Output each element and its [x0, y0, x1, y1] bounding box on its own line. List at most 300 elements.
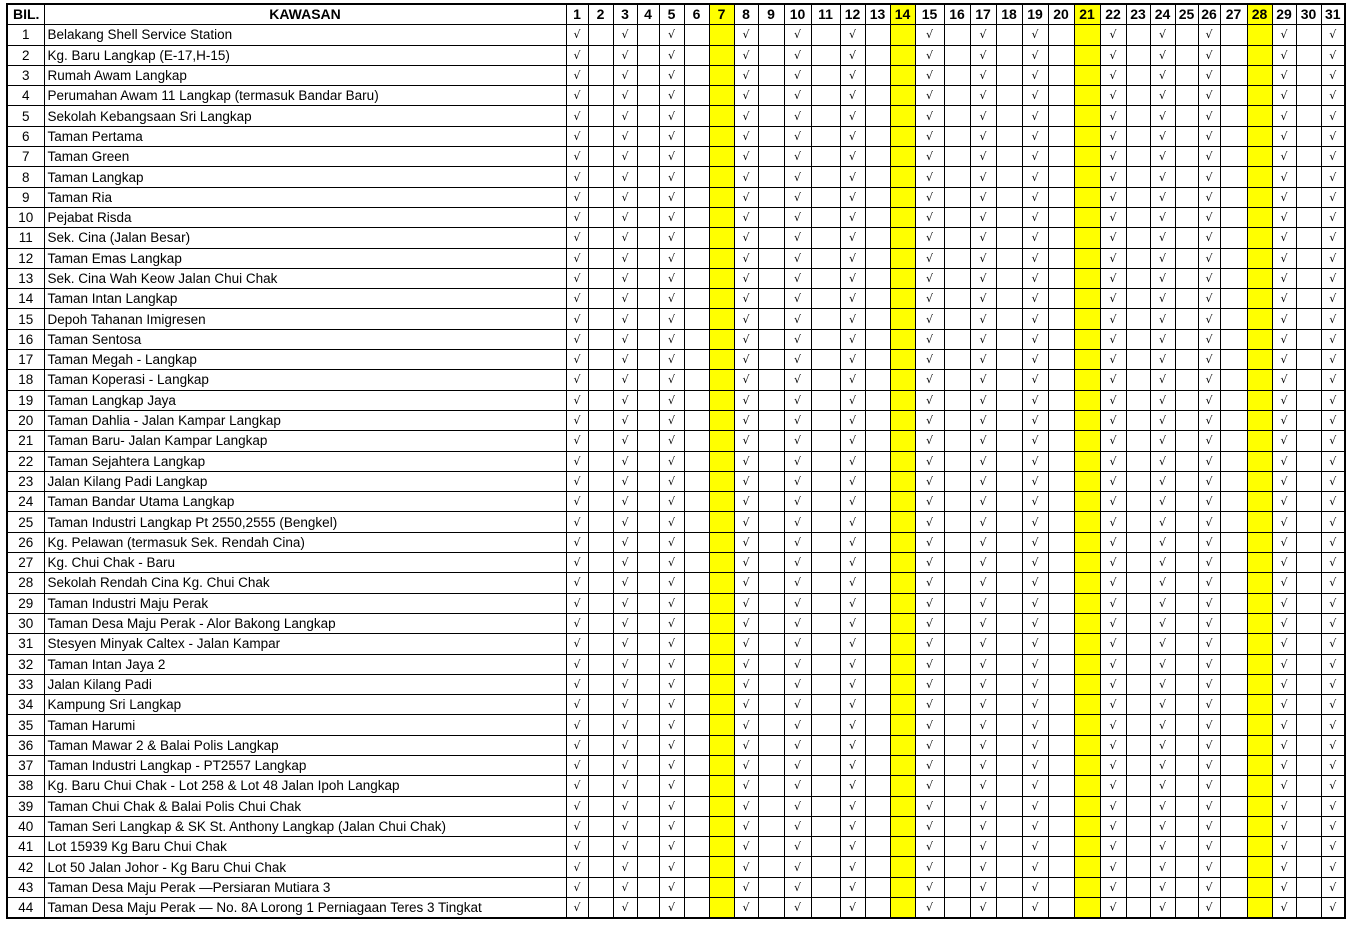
check-mark-day-22: √ [1100, 268, 1126, 288]
empty-cell-day-4 [637, 573, 659, 593]
empty-cell-day-14 [890, 309, 915, 329]
check-mark-day-15: √ [915, 309, 944, 329]
check-mark-day-5: √ [659, 410, 684, 430]
check-mark-day-26: √ [1198, 573, 1220, 593]
empty-cell-day-6 [684, 573, 709, 593]
empty-cell-day-23 [1126, 634, 1150, 654]
empty-cell-day-27 [1220, 45, 1247, 65]
check-mark-day-3: √ [613, 553, 637, 573]
table-row [7, 410, 1345, 430]
check-mark-day-10: √ [784, 512, 811, 532]
empty-cell-day-25 [1175, 25, 1198, 45]
check-mark-day-12: √ [840, 45, 865, 65]
empty-cell-day-30 [1296, 755, 1321, 775]
check-mark-day-1: √ [566, 451, 588, 471]
check-mark-day-3: √ [613, 289, 637, 309]
check-mark-day-22: √ [1100, 248, 1126, 268]
empty-cell-day-7 [709, 877, 734, 897]
empty-cell-day-11 [811, 674, 840, 694]
empty-cell-day-9 [758, 370, 784, 390]
empty-cell-day-11 [811, 390, 840, 410]
empty-cell-day-11 [811, 350, 840, 370]
area-name: Taman Desa Maju Perak — No. 8A Lorong 1 Perniagaan Teres 3 Tingkat [44, 898, 566, 919]
empty-cell-day-6 [684, 370, 709, 390]
empty-cell-day-4 [637, 898, 659, 919]
check-mark-day-8: √ [734, 735, 758, 755]
empty-cell-day-21 [1074, 25, 1100, 45]
check-mark-day-10: √ [784, 451, 811, 471]
empty-cell-day-18 [996, 837, 1022, 857]
empty-cell-day-7 [709, 228, 734, 248]
check-mark-day-8: √ [734, 593, 758, 613]
empty-cell-day-11 [811, 613, 840, 633]
empty-cell-day-11 [811, 776, 840, 796]
check-mark-day-24: √ [1150, 86, 1175, 106]
check-mark-day-19: √ [1022, 796, 1048, 816]
check-mark-day-19: √ [1022, 674, 1048, 694]
check-mark-day-26: √ [1198, 187, 1220, 207]
check-mark-day-24: √ [1150, 654, 1175, 674]
check-mark-day-31: √ [1321, 410, 1345, 430]
check-mark-day-5: √ [659, 431, 684, 451]
area-name: Taman Sejahtera Langkap [44, 451, 566, 471]
empty-cell-day-13 [865, 350, 890, 370]
area-name: Taman Langkap Jaya [44, 390, 566, 410]
empty-cell-day-6 [684, 735, 709, 755]
check-mark-day-8: √ [734, 25, 758, 45]
check-mark-day-19: √ [1022, 248, 1048, 268]
header-kawasan: KAWASAN [44, 4, 566, 25]
empty-cell-day-14 [890, 451, 915, 471]
empty-cell-day-23 [1126, 228, 1150, 248]
area-name: Kampung Sri Langkap [44, 695, 566, 715]
check-mark-day-17: √ [970, 370, 996, 390]
area-name: Taman Emas Langkap [44, 248, 566, 268]
empty-cell-day-21 [1074, 776, 1100, 796]
check-mark-day-22: √ [1100, 857, 1126, 877]
empty-cell-day-16 [944, 350, 970, 370]
empty-cell-day-2 [588, 796, 613, 816]
empty-cell-day-23 [1126, 613, 1150, 633]
empty-cell-day-2 [588, 613, 613, 633]
check-mark-day-29: √ [1272, 289, 1296, 309]
check-mark-day-24: √ [1150, 695, 1175, 715]
check-mark-day-10: √ [784, 390, 811, 410]
empty-cell-day-27 [1220, 350, 1247, 370]
empty-cell-day-27 [1220, 898, 1247, 919]
check-mark-day-29: √ [1272, 268, 1296, 288]
check-mark-day-24: √ [1150, 248, 1175, 268]
empty-cell-day-25 [1175, 755, 1198, 775]
check-mark-day-1: √ [566, 126, 588, 146]
empty-cell-day-27 [1220, 86, 1247, 106]
empty-cell-day-14 [890, 370, 915, 390]
row-number: 36 [7, 735, 44, 755]
empty-cell-day-28 [1247, 755, 1272, 775]
area-name: Taman Mawar 2 & Balai Polis Langkap [44, 735, 566, 755]
empty-cell-day-7 [709, 796, 734, 816]
check-mark-day-3: √ [613, 735, 637, 755]
check-mark-day-19: √ [1022, 451, 1048, 471]
empty-cell-day-30 [1296, 695, 1321, 715]
empty-cell-day-7 [709, 816, 734, 836]
empty-cell-day-28 [1247, 471, 1272, 491]
empty-cell-day-20 [1048, 350, 1074, 370]
empty-cell-day-28 [1247, 877, 1272, 897]
check-mark-day-26: √ [1198, 715, 1220, 735]
check-mark-day-19: √ [1022, 532, 1048, 552]
empty-cell-day-21 [1074, 877, 1100, 897]
check-mark-day-31: √ [1321, 65, 1345, 85]
check-mark-day-19: √ [1022, 147, 1048, 167]
check-mark-day-31: √ [1321, 898, 1345, 919]
empty-cell-day-11 [811, 45, 840, 65]
header-day-14: 14 [890, 4, 915, 25]
empty-cell-day-2 [588, 370, 613, 390]
empty-cell-day-9 [758, 898, 784, 919]
check-mark-day-31: √ [1321, 755, 1345, 775]
check-mark-day-1: √ [566, 898, 588, 919]
empty-cell-day-9 [758, 167, 784, 187]
check-mark-day-19: √ [1022, 512, 1048, 532]
empty-cell-day-20 [1048, 573, 1074, 593]
row-number: 10 [7, 207, 44, 227]
empty-cell-day-21 [1074, 755, 1100, 775]
empty-cell-day-16 [944, 451, 970, 471]
check-mark-day-5: √ [659, 390, 684, 410]
empty-cell-day-9 [758, 674, 784, 694]
empty-cell-day-2 [588, 45, 613, 65]
empty-cell-day-25 [1175, 207, 1198, 227]
empty-cell-day-20 [1048, 532, 1074, 552]
check-mark-day-22: √ [1100, 816, 1126, 836]
check-mark-day-15: √ [915, 573, 944, 593]
check-mark-day-10: √ [784, 126, 811, 146]
header-day-21: 21 [1074, 4, 1100, 25]
check-mark-day-8: √ [734, 715, 758, 735]
check-mark-day-19: √ [1022, 837, 1048, 857]
check-mark-day-8: √ [734, 289, 758, 309]
empty-cell-day-27 [1220, 593, 1247, 613]
check-mark-day-26: √ [1198, 309, 1220, 329]
empty-cell-day-7 [709, 167, 734, 187]
empty-cell-day-30 [1296, 553, 1321, 573]
check-mark-day-12: √ [840, 695, 865, 715]
empty-cell-day-9 [758, 532, 784, 552]
header-day-18: 18 [996, 4, 1022, 25]
empty-cell-day-21 [1074, 674, 1100, 694]
check-mark-day-26: √ [1198, 147, 1220, 167]
check-mark-day-17: √ [970, 309, 996, 329]
check-mark-day-26: √ [1198, 329, 1220, 349]
check-mark-day-26: √ [1198, 106, 1220, 126]
empty-cell-day-30 [1296, 613, 1321, 633]
empty-cell-day-20 [1048, 877, 1074, 897]
check-mark-day-15: √ [915, 86, 944, 106]
empty-cell-day-27 [1220, 126, 1247, 146]
area-name: Taman Langkap [44, 167, 566, 187]
check-mark-day-5: √ [659, 65, 684, 85]
check-mark-day-8: √ [734, 532, 758, 552]
empty-cell-day-13 [865, 309, 890, 329]
check-mark-day-8: √ [734, 837, 758, 857]
check-mark-day-22: √ [1100, 877, 1126, 897]
empty-cell-day-18 [996, 898, 1022, 919]
check-mark-day-1: √ [566, 755, 588, 775]
empty-cell-day-2 [588, 816, 613, 836]
check-mark-day-8: √ [734, 553, 758, 573]
empty-cell-day-27 [1220, 634, 1247, 654]
table-row [7, 45, 1345, 65]
empty-cell-day-2 [588, 593, 613, 613]
check-mark-day-10: √ [784, 837, 811, 857]
check-mark-day-12: √ [840, 512, 865, 532]
row-number: 34 [7, 695, 44, 715]
check-mark-day-29: √ [1272, 553, 1296, 573]
check-mark-day-15: √ [915, 877, 944, 897]
check-mark-day-24: √ [1150, 126, 1175, 146]
empty-cell-day-25 [1175, 248, 1198, 268]
table-row [7, 634, 1345, 654]
check-mark-day-17: √ [970, 512, 996, 532]
empty-cell-day-21 [1074, 350, 1100, 370]
check-mark-day-29: √ [1272, 654, 1296, 674]
empty-cell-day-13 [865, 593, 890, 613]
check-mark-day-15: √ [915, 289, 944, 309]
check-mark-day-17: √ [970, 837, 996, 857]
empty-cell-day-14 [890, 126, 915, 146]
empty-cell-day-14 [890, 837, 915, 857]
empty-cell-day-7 [709, 776, 734, 796]
row-number: 8 [7, 167, 44, 187]
empty-cell-day-9 [758, 735, 784, 755]
empty-cell-day-9 [758, 512, 784, 532]
check-mark-day-10: √ [784, 573, 811, 593]
empty-cell-day-11 [811, 147, 840, 167]
check-mark-day-26: √ [1198, 837, 1220, 857]
check-mark-day-3: √ [613, 573, 637, 593]
empty-cell-day-27 [1220, 25, 1247, 45]
check-mark-day-15: √ [915, 755, 944, 775]
empty-cell-day-9 [758, 593, 784, 613]
empty-cell-day-6 [684, 715, 709, 735]
empty-cell-day-14 [890, 634, 915, 654]
empty-cell-day-11 [811, 573, 840, 593]
empty-cell-day-4 [637, 25, 659, 45]
empty-cell-day-9 [758, 695, 784, 715]
check-mark-day-1: √ [566, 65, 588, 85]
empty-cell-day-14 [890, 715, 915, 735]
check-mark-day-17: √ [970, 431, 996, 451]
check-mark-day-8: √ [734, 370, 758, 390]
empty-cell-day-2 [588, 329, 613, 349]
empty-cell-day-20 [1048, 289, 1074, 309]
check-mark-day-19: √ [1022, 492, 1048, 512]
empty-cell-day-14 [890, 207, 915, 227]
empty-cell-day-9 [758, 390, 784, 410]
check-mark-day-24: √ [1150, 45, 1175, 65]
check-mark-day-12: √ [840, 593, 865, 613]
empty-cell-day-13 [865, 187, 890, 207]
check-mark-day-12: √ [840, 816, 865, 836]
empty-cell-day-27 [1220, 735, 1247, 755]
check-mark-day-5: √ [659, 451, 684, 471]
empty-cell-day-6 [684, 492, 709, 512]
empty-cell-day-20 [1048, 451, 1074, 471]
check-mark-day-8: √ [734, 390, 758, 410]
check-mark-day-19: √ [1022, 715, 1048, 735]
empty-cell-day-20 [1048, 837, 1074, 857]
check-mark-day-3: √ [613, 228, 637, 248]
empty-cell-day-28 [1247, 167, 1272, 187]
check-mark-day-29: √ [1272, 86, 1296, 106]
empty-cell-day-27 [1220, 512, 1247, 532]
empty-cell-day-11 [811, 248, 840, 268]
empty-cell-day-4 [637, 776, 659, 796]
check-mark-day-15: √ [915, 370, 944, 390]
empty-cell-day-16 [944, 796, 970, 816]
empty-cell-day-13 [865, 106, 890, 126]
empty-cell-day-21 [1074, 593, 1100, 613]
check-mark-day-12: √ [840, 65, 865, 85]
check-mark-day-31: √ [1321, 695, 1345, 715]
check-mark-day-22: √ [1100, 654, 1126, 674]
empty-cell-day-20 [1048, 471, 1074, 491]
check-mark-day-15: √ [915, 776, 944, 796]
empty-cell-day-27 [1220, 654, 1247, 674]
empty-cell-day-23 [1126, 492, 1150, 512]
check-mark-day-1: √ [566, 350, 588, 370]
empty-cell-day-9 [758, 187, 784, 207]
check-mark-day-26: √ [1198, 45, 1220, 65]
empty-cell-day-18 [996, 309, 1022, 329]
empty-cell-day-14 [890, 898, 915, 919]
empty-cell-day-20 [1048, 553, 1074, 573]
check-mark-day-31: √ [1321, 877, 1345, 897]
check-mark-day-26: √ [1198, 593, 1220, 613]
empty-cell-day-2 [588, 857, 613, 877]
empty-cell-day-27 [1220, 370, 1247, 390]
check-mark-day-12: √ [840, 573, 865, 593]
empty-cell-day-2 [588, 126, 613, 146]
empty-cell-day-7 [709, 25, 734, 45]
empty-cell-day-30 [1296, 735, 1321, 755]
empty-cell-day-4 [637, 431, 659, 451]
empty-cell-day-20 [1048, 898, 1074, 919]
empty-cell-day-28 [1247, 86, 1272, 106]
check-mark-day-22: √ [1100, 65, 1126, 85]
empty-cell-day-4 [637, 268, 659, 288]
empty-cell-day-14 [890, 492, 915, 512]
empty-cell-day-11 [811, 126, 840, 146]
empty-cell-day-6 [684, 857, 709, 877]
empty-cell-day-30 [1296, 370, 1321, 390]
check-mark-day-1: √ [566, 593, 588, 613]
check-mark-day-29: √ [1272, 451, 1296, 471]
empty-cell-day-11 [811, 65, 840, 85]
check-mark-day-26: √ [1198, 553, 1220, 573]
area-name: Belakang Shell Service Station [44, 25, 566, 45]
empty-cell-day-18 [996, 573, 1022, 593]
empty-cell-day-28 [1247, 289, 1272, 309]
empty-cell-day-9 [758, 553, 784, 573]
empty-cell-day-2 [588, 735, 613, 755]
empty-cell-day-13 [865, 147, 890, 167]
empty-cell-day-18 [996, 654, 1022, 674]
check-mark-day-15: √ [915, 45, 944, 65]
empty-cell-day-27 [1220, 776, 1247, 796]
check-mark-day-17: √ [970, 553, 996, 573]
empty-cell-day-16 [944, 187, 970, 207]
check-mark-day-5: √ [659, 695, 684, 715]
empty-cell-day-23 [1126, 816, 1150, 836]
empty-cell-day-9 [758, 350, 784, 370]
empty-cell-day-27 [1220, 106, 1247, 126]
check-mark-day-3: √ [613, 45, 637, 65]
empty-cell-day-20 [1048, 735, 1074, 755]
check-mark-day-24: √ [1150, 106, 1175, 126]
check-mark-day-29: √ [1272, 857, 1296, 877]
empty-cell-day-11 [811, 695, 840, 715]
empty-cell-day-4 [637, 410, 659, 430]
empty-cell-day-6 [684, 755, 709, 775]
empty-cell-day-13 [865, 613, 890, 633]
table-row [7, 898, 1345, 919]
empty-cell-day-9 [758, 106, 784, 126]
empty-cell-day-9 [758, 492, 784, 512]
empty-cell-day-11 [811, 86, 840, 106]
check-mark-day-29: √ [1272, 207, 1296, 227]
check-mark-day-29: √ [1272, 837, 1296, 857]
check-mark-day-22: √ [1100, 471, 1126, 491]
empty-cell-day-4 [637, 106, 659, 126]
empty-cell-day-23 [1126, 654, 1150, 674]
empty-cell-day-7 [709, 492, 734, 512]
check-mark-day-15: √ [915, 25, 944, 45]
empty-cell-day-13 [865, 573, 890, 593]
check-mark-day-5: √ [659, 634, 684, 654]
row-number: 44 [7, 898, 44, 919]
check-mark-day-15: √ [915, 898, 944, 919]
empty-cell-day-30 [1296, 816, 1321, 836]
empty-cell-day-7 [709, 350, 734, 370]
empty-cell-day-25 [1175, 796, 1198, 816]
empty-cell-day-30 [1296, 106, 1321, 126]
check-mark-day-8: √ [734, 86, 758, 106]
check-mark-day-22: √ [1100, 86, 1126, 106]
empty-cell-day-14 [890, 86, 915, 106]
empty-cell-day-2 [588, 898, 613, 919]
empty-cell-day-23 [1126, 25, 1150, 45]
empty-cell-day-9 [758, 86, 784, 106]
empty-cell-day-21 [1074, 309, 1100, 329]
empty-cell-day-9 [758, 431, 784, 451]
empty-cell-day-14 [890, 45, 915, 65]
check-mark-day-15: √ [915, 65, 944, 85]
empty-cell-day-16 [944, 410, 970, 430]
check-mark-day-19: √ [1022, 25, 1048, 45]
table-row [7, 755, 1345, 775]
empty-cell-day-20 [1048, 65, 1074, 85]
header-day-8: 8 [734, 4, 758, 25]
check-mark-day-31: √ [1321, 776, 1345, 796]
check-mark-day-24: √ [1150, 390, 1175, 410]
check-mark-day-29: √ [1272, 898, 1296, 919]
empty-cell-day-4 [637, 553, 659, 573]
empty-cell-day-9 [758, 45, 784, 65]
check-mark-day-3: √ [613, 248, 637, 268]
empty-cell-day-13 [865, 65, 890, 85]
